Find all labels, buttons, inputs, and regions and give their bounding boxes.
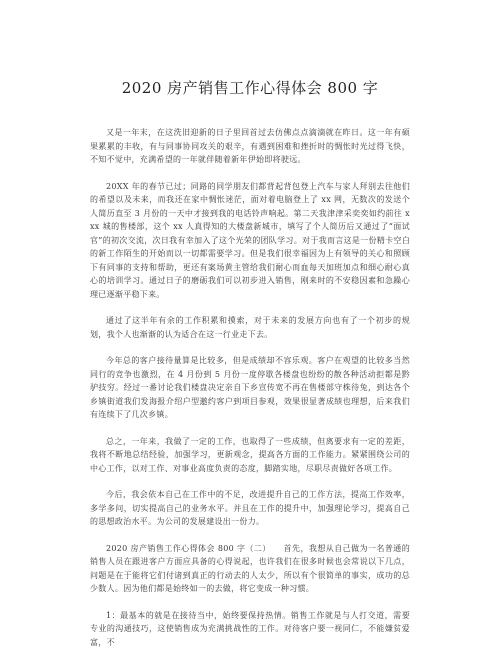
paragraph: 总之，一年来，我做了一定的工作，也取得了一些成绩，但离要求有一定的差距，我将不断地总结经验，加强学习，更新观念，提高各方面的工作能力。紧紧围绕公司的中心工作，以对工作、对事业高度负责的态度，脚踏实地，尽职尽责做好各项工作。 xyxy=(90,436,410,473)
paragraph: 今后，我会依本自己在工作中的不足，改进提升自己的工作方法，提高工作效率，多学多问，切实提高自己的业务水平。并且在工作的提升中，加强理论学习，提高自己的思想政治水平。为公司的发展建设出一份力。 xyxy=(90,490,410,526)
paragraph: 今年总的客户接待量算是比较多，但是成绩却不容乐观。客户在观望的比较多当然同行的竞争也激烈，在 4 月份到 5 月份一度停歇各楼盘也纷纷的散各种活动拒都是黔驴技穷。经过一番讨论我们楼盘决定亲自下乡宣传宽不再在售楼部守株待兔，到达各个乡镇街道我们发海报介绍户型邀约客户到项目参观，效果很显著成绩也理想，后来我们有连续下了几次乡镇。 xyxy=(90,356,410,419)
paragraph: 通过了这半年有余的工作积累和摸索，对于未来的发展方向也有了一个初步的规划，我个人也渐渐的认为适合在这一行业走下去。 xyxy=(90,316,410,339)
paragraph: 20XX 年的春节已过；同路的同学朋友们都背起背包登上汽车与家人拜别去往他们的希望以及未来，而我还在家中惆怅迷茫，面对着电脑登上了 xx 网，无数次的发送个人简历直至 3 月份的一天中才接到我的电话铃声响起。第二天我津津采奕奕如约前往 xxx 城的售楼部，这个 xx 人真得知的大楼盘新城市，填写了个人简历后又通过了“面试官”的初次交流，次日我有幸加入了这个光荣的团队学习。对于我而言这是一份精卡空白的新工作陌生的开始而以一切都需要学习。但是我们很幸福因为上有领导的关心和照顾下有同事的支持和帮助，更还有案场黄主管给我们耐心而血每天加班加点和细心耐心真心的培训学习。通过日子的磨砺我们可以初步进入销售，刚来时的不安稳因素和急躁心理已逐渐平稳下来。 xyxy=(90,181,410,299)
document-body xyxy=(90,126,410,662)
paragraph: 2020 房产销售工作心得体会 800 字（二） 首先，我想从自己做为一名普通的销售人员在跟进客户方面应具备的心得说起，也许我们在很多时候也会常说以下几点，问题是在于能将它们付诸到真正的行动去的人太少，所以有个很简单的事实，成功的总少数人。因为他们都是始终如一的去做，将它变成一种习惯。 xyxy=(90,543,410,593)
paragraph: 1：最基本的就是在接待当中，始终要保持热情。销售工作就是与人打交道，需要专业的沟通技巧，这使销售成为充满挑战性的工作。对待客户要一视同仁，不能嫌贫爱富，不 xyxy=(90,610,410,647)
document-title: 2020 房产销售工作心得体会 800 字 xyxy=(121,79,379,97)
paragraph: 又是一年末，在这洗旧迎新的日子里回首过去仿佛点点滴滴就在昨日。这一年有硕果累累的丰收，有与同事协同攻关的艰辛，有遇到困难和挫折时的惆怅时光过得飞快，不知不觉中，充满希望的一年就伴随着新年伊始即将驶远。 xyxy=(90,128,410,164)
